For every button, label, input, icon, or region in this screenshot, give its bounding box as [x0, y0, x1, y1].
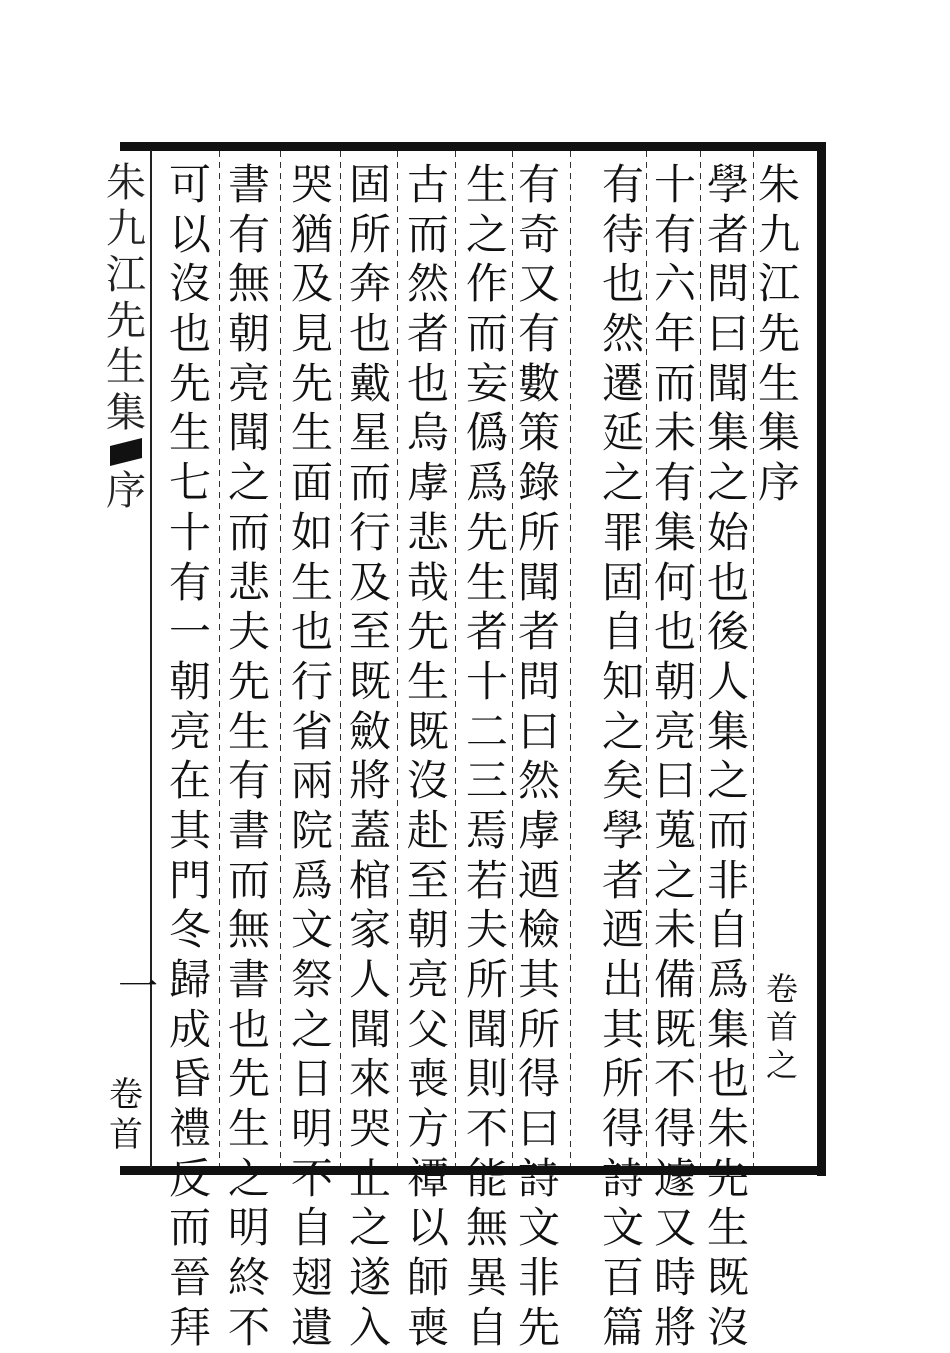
glyph: 九	[757, 209, 800, 259]
glyph: 遷	[601, 358, 644, 408]
glyph: 先	[517, 1302, 560, 1352]
glyph: 人	[706, 656, 749, 706]
glyph: 不	[290, 1153, 333, 1203]
glyph: 年	[653, 309, 696, 359]
glyph: 既	[653, 1004, 696, 1054]
glyph: 者	[517, 607, 560, 657]
frame-top-rule	[120, 142, 826, 151]
glyph: 所	[517, 1004, 560, 1054]
page-title	[755, 160, 803, 508]
glyph: 也	[706, 557, 749, 607]
glyph: 先	[227, 1054, 270, 1104]
glyph: 至	[406, 855, 449, 905]
glyph: 來	[348, 1054, 391, 1104]
glyph: 然	[517, 756, 560, 806]
glyph: 也	[227, 1004, 270, 1054]
glyph: 朱	[106, 160, 146, 206]
glyph: 而	[406, 209, 449, 259]
glyph: 院	[290, 805, 333, 855]
glyph: 二	[465, 706, 508, 756]
glyph: 昏	[168, 1054, 211, 1104]
volume-mark	[760, 970, 804, 1084]
glyph: 家	[348, 905, 391, 955]
glyph: 妄	[465, 358, 508, 408]
glyph: 先	[757, 309, 800, 359]
glyph: 無	[227, 259, 270, 309]
glyph: 生	[406, 656, 449, 706]
glyph: 所	[517, 507, 560, 557]
text-column-4	[515, 160, 563, 1353]
glyph: 爲	[290, 855, 333, 905]
glyph: 虖	[517, 805, 560, 855]
glyph: 也	[290, 607, 333, 657]
glyph: 然	[406, 259, 449, 309]
text-column-9	[225, 160, 273, 1353]
glyph: 既	[706, 1253, 749, 1303]
glyph: 禮	[168, 1104, 211, 1154]
glyph: 哭	[290, 160, 333, 209]
margin-volume	[104, 1075, 148, 1155]
glyph: 朝	[168, 656, 211, 706]
glyph: 罪	[601, 507, 644, 557]
glyph: 之	[227, 1153, 270, 1203]
glyph: 書	[227, 955, 270, 1004]
glyph: 朝	[653, 656, 696, 706]
glyph: 而	[706, 805, 749, 855]
glyph: 未	[653, 408, 696, 458]
glyph: 不	[227, 1302, 270, 1352]
glyph: 聞	[517, 557, 560, 607]
glyph: 歸	[168, 955, 211, 1004]
glyph: 未	[653, 905, 696, 955]
glyph: 生	[168, 408, 211, 458]
glyph: 詩	[517, 1153, 560, 1203]
text-column-1	[704, 160, 752, 1353]
glyph: 始	[706, 507, 749, 557]
glyph: 行	[348, 507, 391, 557]
glyph: 入	[348, 1302, 391, 1352]
glyph: 自	[290, 1203, 333, 1253]
margin-book-title	[106, 160, 146, 436]
glyph: 卷	[109, 1075, 143, 1115]
folio-number: 一	[118, 964, 158, 1010]
glyph: 烏	[406, 408, 449, 458]
glyph: 曰	[653, 756, 696, 806]
glyph: 生	[465, 160, 508, 209]
glyph: 之	[706, 458, 749, 508]
glyph: 所	[348, 209, 391, 259]
glyph: 曰	[517, 1104, 560, 1154]
glyph: 序	[757, 458, 800, 508]
glyph: 棺	[348, 855, 391, 905]
glyph: 終	[227, 1253, 270, 1303]
glyph: 有	[227, 209, 270, 259]
glyph: 朱	[706, 1104, 749, 1154]
glyph: 爲	[706, 955, 749, 1004]
glyph: 哉	[406, 557, 449, 607]
glyph: 則	[465, 1054, 508, 1104]
glyph: 有	[517, 160, 560, 209]
glyph: 蓋	[348, 805, 391, 855]
glyph: 也	[706, 1054, 749, 1104]
glyph: 卷	[765, 970, 798, 1008]
glyph: 將	[653, 1302, 696, 1352]
glyph: 之	[465, 209, 508, 259]
glyph: 而	[653, 358, 696, 408]
glyph: 悲	[227, 557, 270, 607]
margin-section	[106, 468, 146, 514]
glyph: 生	[757, 358, 800, 408]
glyph: 九	[106, 206, 146, 252]
glyph: 蒐	[653, 805, 696, 855]
glyph: 而	[227, 855, 270, 905]
glyph: 生	[706, 1203, 749, 1253]
glyph: 及	[290, 259, 333, 309]
glyph: 然	[601, 309, 644, 359]
glyph: 時	[653, 1253, 696, 1303]
text-column-7	[346, 160, 394, 1353]
glyph: 固	[348, 160, 391, 209]
glyph: 問	[706, 259, 749, 309]
glyph: 以	[406, 1203, 449, 1253]
glyph: 師	[406, 1253, 449, 1303]
glyph: 自	[601, 607, 644, 657]
column-divider	[455, 151, 456, 1166]
glyph: 十	[653, 160, 696, 209]
glyph: 在	[168, 756, 211, 806]
glyph: 沒	[706, 1302, 749, 1352]
glyph: 書	[227, 160, 270, 209]
glyph: 之	[227, 458, 270, 508]
glyph: 有	[601, 160, 644, 209]
column-divider	[280, 151, 281, 1166]
glyph: 篇	[601, 1302, 644, 1352]
glyph: 得	[517, 1054, 560, 1104]
glyph: 其	[168, 805, 211, 855]
glyph: 也	[601, 259, 644, 309]
column-divider	[646, 151, 647, 1166]
glyph: 六	[653, 259, 696, 309]
glyph: 先	[706, 1153, 749, 1203]
glyph: 學	[601, 805, 644, 855]
glyph: 行	[290, 656, 333, 706]
glyph: 之	[348, 1203, 391, 1253]
glyph: 之	[601, 458, 644, 508]
glyph: 者	[601, 855, 644, 905]
glyph: 日	[290, 1054, 333, 1104]
column-divider	[570, 151, 571, 1166]
text-column-2	[651, 160, 699, 1353]
glyph: 哭	[348, 1104, 391, 1154]
glyph: 書	[227, 805, 270, 855]
glyph: 有	[653, 209, 696, 259]
glyph: 者	[465, 607, 508, 657]
glyph: 非	[517, 1253, 560, 1303]
glyph: 其	[601, 1004, 644, 1054]
glyph: 聞	[227, 408, 270, 458]
glyph: 喪	[406, 1302, 449, 1352]
glyph: 有	[227, 756, 270, 806]
glyph: 而	[168, 1203, 211, 1253]
glyph: 問	[517, 656, 560, 706]
glyph: 自	[465, 1302, 508, 1352]
glyph: 斂	[348, 706, 391, 756]
glyph: 策	[517, 408, 560, 458]
glyph: 朝	[227, 309, 270, 359]
glyph: 作	[465, 259, 508, 309]
frame-left-rule	[150, 150, 152, 1168]
glyph: 生	[227, 706, 270, 756]
glyph: 星	[348, 408, 391, 458]
glyph: 古	[406, 160, 449, 209]
glyph: 詩	[601, 1153, 644, 1203]
glyph: 遽	[653, 1153, 696, 1203]
column-divider	[700, 151, 701, 1166]
glyph: 生	[106, 344, 146, 390]
glyph: 學	[706, 160, 749, 209]
column-divider	[753, 151, 754, 1166]
glyph: 固	[601, 557, 644, 607]
glyph: 及	[348, 557, 391, 607]
glyph: 之	[765, 1046, 798, 1084]
glyph: 可	[168, 160, 211, 209]
glyph: 先	[106, 298, 146, 344]
glyph: 也	[653, 607, 696, 657]
glyph: 知	[601, 656, 644, 706]
glyph: 方	[406, 1104, 449, 1154]
glyph: 生	[290, 408, 333, 458]
fold-mark	[110, 438, 142, 466]
glyph: 明	[290, 1104, 333, 1154]
text-column-6	[404, 160, 452, 1353]
glyph: 成	[168, 1004, 211, 1054]
glyph: 先	[465, 507, 508, 557]
glyph: 亮	[653, 706, 696, 756]
glyph: 數	[517, 358, 560, 408]
glyph: 三	[465, 756, 508, 806]
glyph: 有	[168, 557, 211, 607]
glyph: 生	[290, 557, 333, 607]
glyph: 者	[706, 209, 749, 259]
glyph: 沒	[406, 756, 449, 806]
glyph: 焉	[465, 805, 508, 855]
glyph: 門	[168, 855, 211, 905]
glyph: 百	[601, 1253, 644, 1303]
glyph: 文	[517, 1203, 560, 1253]
glyph: 明	[227, 1203, 270, 1253]
glyph: 出	[601, 955, 644, 1004]
glyph: 亮	[168, 706, 211, 756]
glyph: 迺	[517, 855, 560, 905]
glyph: 生	[227, 1104, 270, 1154]
glyph: 何	[653, 557, 696, 607]
glyph: 文	[290, 905, 333, 955]
glyph: 夫	[465, 905, 508, 955]
glyph: 夫	[227, 607, 270, 657]
glyph: 而	[227, 507, 270, 557]
glyph: 七	[168, 458, 211, 508]
glyph: 集	[757, 408, 800, 458]
glyph: 翅	[290, 1253, 333, 1303]
glyph: 僞	[465, 408, 508, 458]
glyph: 朱	[757, 160, 800, 209]
glyph: 之	[706, 756, 749, 806]
glyph: 先	[168, 358, 211, 408]
glyph: 將	[348, 756, 391, 806]
glyph: 其	[517, 955, 560, 1004]
glyph: 集	[106, 390, 146, 436]
glyph: 首	[765, 1008, 798, 1046]
glyph: 江	[757, 259, 800, 309]
glyph: 不	[465, 1104, 508, 1154]
glyph: 十	[465, 656, 508, 706]
glyph: 奇	[517, 209, 560, 259]
glyph: 見	[290, 309, 333, 359]
glyph: 父	[406, 1004, 449, 1054]
glyph: 以	[168, 209, 211, 259]
glyph: 既	[348, 656, 391, 706]
glyph: 朝	[406, 905, 449, 955]
column-divider	[340, 151, 341, 1166]
glyph: 迺	[601, 905, 644, 955]
glyph: 集	[653, 507, 696, 557]
glyph: 兩	[290, 756, 333, 806]
glyph: 又	[517, 259, 560, 309]
glyph: 反	[168, 1153, 211, 1203]
glyph: 冬	[168, 905, 211, 955]
glyph: 首	[109, 1115, 143, 1155]
glyph: 所	[601, 1054, 644, 1104]
glyph: 之	[601, 706, 644, 756]
glyph: 十	[168, 507, 211, 557]
glyph: 先	[227, 656, 270, 706]
glyph: 如	[290, 507, 333, 557]
column-divider	[219, 151, 220, 1166]
glyph: 非	[706, 855, 749, 905]
glyph: 曰	[517, 706, 560, 756]
glyph: 一	[168, 607, 211, 657]
glyph: 有	[653, 458, 696, 508]
margin-column	[104, 160, 148, 514]
glyph: 待	[601, 209, 644, 259]
glyph: 而	[348, 458, 391, 508]
glyph: 至	[348, 607, 391, 657]
glyph: 面	[290, 458, 333, 508]
glyph: 虖	[406, 458, 449, 508]
glyph: 人	[348, 955, 391, 1004]
column-divider	[397, 151, 398, 1166]
glyph: 聞	[465, 1004, 508, 1054]
glyph: 之	[290, 1004, 333, 1054]
glyph: 止	[348, 1153, 391, 1203]
glyph: 異	[465, 1253, 508, 1303]
glyph: 先	[290, 358, 333, 408]
glyph: 者	[406, 309, 449, 359]
glyph: 得	[653, 1104, 696, 1154]
glyph: 也	[348, 309, 391, 359]
glyph: 亮	[406, 955, 449, 1004]
glyph: 有	[517, 309, 560, 359]
glyph: 集	[706, 706, 749, 756]
glyph: 爲	[465, 458, 508, 508]
glyph: 錄	[517, 458, 560, 508]
glyph: 也	[168, 309, 211, 359]
text-column-3	[599, 160, 647, 1353]
glyph: 江	[106, 252, 146, 298]
glyph: 自	[706, 905, 749, 955]
glyph: 檢	[517, 905, 560, 955]
text-column-5	[463, 160, 511, 1353]
glyph: 戴	[348, 358, 391, 408]
glyph: 奔	[348, 259, 391, 309]
glyph: 拜	[168, 1302, 211, 1352]
glyph: 延	[601, 408, 644, 458]
glyph: 集	[706, 408, 749, 458]
glyph: 無	[227, 905, 270, 955]
glyph: 得	[601, 1104, 644, 1154]
glyph: 矣	[601, 756, 644, 806]
glyph: 禫	[406, 1153, 449, 1203]
glyph: 序	[106, 468, 146, 514]
glyph: 文	[601, 1203, 644, 1253]
glyph: 不	[653, 1054, 696, 1104]
glyph: 所	[465, 955, 508, 1004]
glyph: 生	[465, 557, 508, 607]
glyph: 備	[653, 955, 696, 1004]
glyph: 也	[406, 358, 449, 408]
glyph: 晉	[168, 1253, 211, 1303]
glyph: 若	[465, 855, 508, 905]
glyph: 聞	[706, 358, 749, 408]
glyph: 能	[465, 1153, 508, 1203]
glyph: 省	[290, 706, 333, 756]
glyph: 亮	[227, 358, 270, 408]
glyph: 遺	[290, 1302, 333, 1352]
glyph: 曰	[706, 309, 749, 359]
glyph: 祭	[290, 955, 333, 1004]
glyph: 無	[465, 1203, 508, 1253]
glyph: 集	[706, 1004, 749, 1054]
column-divider	[512, 151, 513, 1166]
glyph: 遂	[348, 1253, 391, 1303]
frame-right-rule	[817, 142, 826, 1176]
glyph: 之	[653, 855, 696, 905]
glyph: 喪	[406, 1054, 449, 1104]
glyph: 沒	[168, 259, 211, 309]
glyph: 既	[406, 706, 449, 756]
text-column-10	[166, 160, 214, 1353]
glyph: 猶	[290, 209, 333, 259]
glyph: 又	[653, 1203, 696, 1253]
glyph: 聞	[348, 1004, 391, 1054]
glyph: 赴	[406, 805, 449, 855]
glyph: 悲	[406, 507, 449, 557]
glyph: 後	[706, 607, 749, 657]
glyph: 而	[465, 309, 508, 359]
text-column-8	[288, 160, 336, 1353]
glyph: 先	[406, 607, 449, 657]
